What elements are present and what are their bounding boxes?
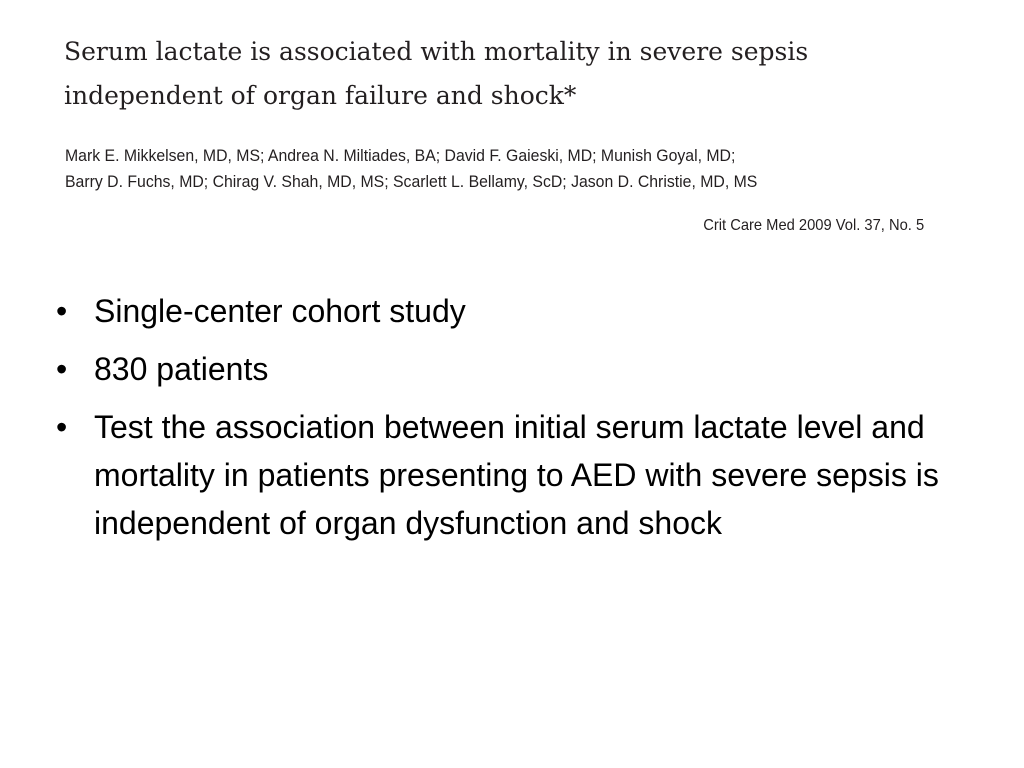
bullet-text: Single-center cohort study (94, 293, 466, 329)
bullet-dot-icon: • (56, 409, 68, 445)
paper-title-line: Serum lactate is associated with mortality in severe sepsis (64, 37, 809, 66)
bullet-item (56, 403, 956, 547)
bullet-text: Test the association between initial serum lactate level and mortality in patients presenting to AED with severe sepsis is independent of organ dysfunction and shock (94, 409, 939, 541)
bullet-item (56, 345, 956, 393)
bullet-list (56, 287, 956, 557)
paper-authors (65, 143, 883, 195)
bullet-dot-icon: • (56, 293, 68, 329)
paper-title-line: independent of organ failure and shock* (64, 81, 577, 110)
paper-title (64, 30, 944, 118)
bullet-dot-icon: • (56, 351, 68, 387)
bullet-item (56, 287, 956, 335)
bullet-text: 830 patients (94, 351, 269, 387)
journal-reference: Crit Care Med 2009 Vol. 37, No. 5 (703, 217, 924, 234)
author-line: Mark E. Mikkelsen, MD, MS; Andrea N. Miltiades, BA; David F. Gaieski, MD; Munish Goyal, MD; (65, 146, 736, 165)
author-line: Barry D. Fuchs, MD; Chirag V. Shah, MD, MS; Scarlett L. Bellamy, ScD; Jason D. Christie, MD, MS (65, 172, 758, 191)
citation-image (64, 30, 944, 245)
